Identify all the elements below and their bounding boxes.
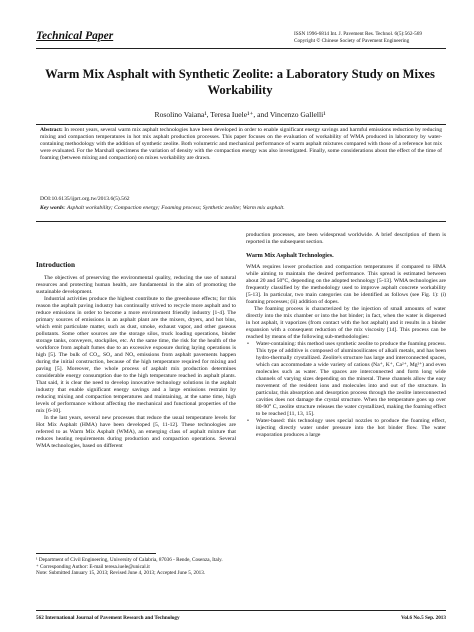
paper-title <box>40 66 440 98</box>
header-label: Technical Paper <box>36 30 114 42</box>
journal-info <box>294 31 422 45</box>
abstract <box>40 127 442 162</box>
footnote-affiliation: ¹ Department of Civil Engineering, University of Calabria, 87036 - Rende, Cosenza, Italy. <box>36 557 223 563</box>
right-column <box>246 232 446 439</box>
doi: DOI:10.6135/ijprt.org.tw/2013.6(5).562 <box>40 196 130 202</box>
intro-paragraph-1: The objectives of preserving the environmental quality, reducing the use of natural resources and protecting human health, are fundamental in the aim of promoting the sustainable development. <box>36 275 236 295</box>
footnote-rule <box>36 553 156 554</box>
intro-paragraph-2: Industrial activities produce the highest contribute to the greenhouse effects; for this reason the asphalt paving industry has continually strived to recycle more asphalt and to reduce emissions in order to become a more environment friendly industry [1-4]. The primary sources of emissions in an asphalt plant are the mixers, dryers, and hot bins, which emit particulate matter, such as dust, smoke, exhaust vapor, and other gaseous pollutants. Some other sources are the storage silos, truck loading operations, binder storage tanks, conveyers, stockpiles, etc. At the same time, the risk for the health of the workforce from asphalt fumes due to an excessive exposure during laying operations is high [5]. The bulk of CO₂, SO₂ and NOₓ emissions from asphalt pavements happen during the initial construction, because of the high temperature required for mixing and paving [5]. Moreover, the whole process of asphalt mix production determines considerable energy consumption due to the high temperature reached in asphalt plants. That said, it is clear the need to develop innovative technology solutions in the asphalt industry that enable significant energy savings and a large emissions restraint by reducing mixing and compaction temperatures and maintaining, at the same time, high levels of performance without affecting the mechanical and functional properties of the mix [6-10]. <box>36 296 236 414</box>
journal-issn: ISSN 1996-6814 Int. J. Pavement Res. Technol. 6(5):562-569 <box>294 31 422 37</box>
keywords-text: : Asphalt workability; Compaction energy; Foaming process; Synthetic zeolite; Warm mix asphalt. <box>63 205 285 211</box>
list-item: • Water-based: this technology uses special nozzles to produce the foaming effect, injecting directly water under pressure into the hot binder flow. The water evaporation produces a large <box>246 418 446 439</box>
keywords <box>40 205 442 211</box>
wma-subheading: Warm Mix Asphalt Technologies. <box>246 252 334 259</box>
footer-journal: 562 International Journal of Pavement Research and Technology <box>36 615 180 621</box>
footer-rule <box>36 610 446 611</box>
intro-heading: Introduction <box>36 261 76 269</box>
left-column <box>36 262 236 450</box>
header-rule <box>36 48 446 49</box>
list-item: • Water-containing: this method uses synthetic zeolite to produce the foaming process. This type of additive is composed of aluminosilicates of alkali metals, and has been hydro-thermally crystallized. Zeolite's structure has large and interconnected spaces, which can accommodate a wide variety of cations (Na⁺, K⁺, Ca²⁺, Mg²⁺) and even molecules such as water. The spaces are interconnected and form long wide channels of varying sizes depending on the mineral. These channels allow the easy movement of the resident ions and molecules into and out of the structure. In particular, this absorption and desorption process through the zeolite interconnected cavities does not damage the crystal structure. When the temperature goes up over 80-90° C, zeolite structure releases the water crystallized, making the foaming effect to be reached [11, 13, 15]. <box>246 341 446 418</box>
sub-methodology-list <box>246 341 446 439</box>
abstract-label: Abstract: <box>40 127 63 133</box>
keywords-label: Key words <box>40 205 64 211</box>
intro-paragraph-3: In the last years, several new processes that reduce the usual temperature levels for Hot Mix Asphalt (HMA) have been developed [5, 11-12]. These technologies are referred to as Warm Mix Asphalt (WMA), an emerging class of asphalt mixture that reduces heating requirements during production and compaction operations. Several WMA technologies, based on different <box>36 415 236 449</box>
author-list: Rosolino Vaiana¹, Teresa Iuele¹⁺, and Vincenzo Gallelli¹ <box>154 110 326 119</box>
right-paragraph-2: WMA requires lower production and compaction temperatures if compared to HMA while aiming to maintain the desired performance. This spread is estimated between about 20 and 50°C, depending on the adopted technology [5-13]. WMA technologies are frequently classified by the methodology used to improve asphalt concrete workability [5-13]. In particular, two main categories can be identified as follows (see Fig. 1): (i) foaming processes; (ii) addition of dopes. <box>246 264 446 305</box>
abstract-text: In recent years, several warm mix asphalt technologies have been developed in order to enable significant energy savings and harmful emissions reduction by reducing mixing and compaction temperatures in hot mix asphalt production processes. This paper focuses on the evaluation of workability of WMA produced in laboratory by water-containing methodology with the addition of synthetic zeolite. Both volumetric and mechanical performance of warm asphalt mixtures compared with those of a reference hot mix were evaluated. For the Marshall specimens the variation of density with the compaction energy was also investigated. Finally, some considerations about the effect of the time of foaming (between mixing and compaction) on mixes workability are drawn. <box>40 127 442 161</box>
journal-copyright: Copyright © Chinese Society of Pavement Engineering <box>294 38 410 44</box>
footer-issue: Vol.6 No.5 Sep. 2013 <box>400 615 446 621</box>
footnote-dates: Note: Submitted January 15, 2013; Revised June 4, 2013; Accepted June 5, 2013. <box>36 570 206 577</box>
title-line-1: Warm Mix Asphalt with Synthetic Zeolite: a Laboratory Study on Mixes <box>45 67 435 81</box>
right-paragraph-3: The foaming process is characterized by the injection of small amounts of water directly into the mix chamber or into the hot binder; in fact, when the water is dispersed in hot asphalt, it vaporizes (from contact with the hot asphalt) and it results in a binder expansion with a consequent reduction of the mix viscosity [14]. This process can be reached by means of the following sub-methodologies: <box>246 306 446 340</box>
right-paragraph-1: production processes, are been widespread worldwide. A brief description of them is reported in the subsequent section. <box>246 232 446 245</box>
footnote-corresponding: ⁺ Corresponding Author: E-mail teresa.iuele@unical.it <box>36 563 150 570</box>
title-line-2: Workability <box>207 83 273 97</box>
footnotes <box>36 557 236 577</box>
